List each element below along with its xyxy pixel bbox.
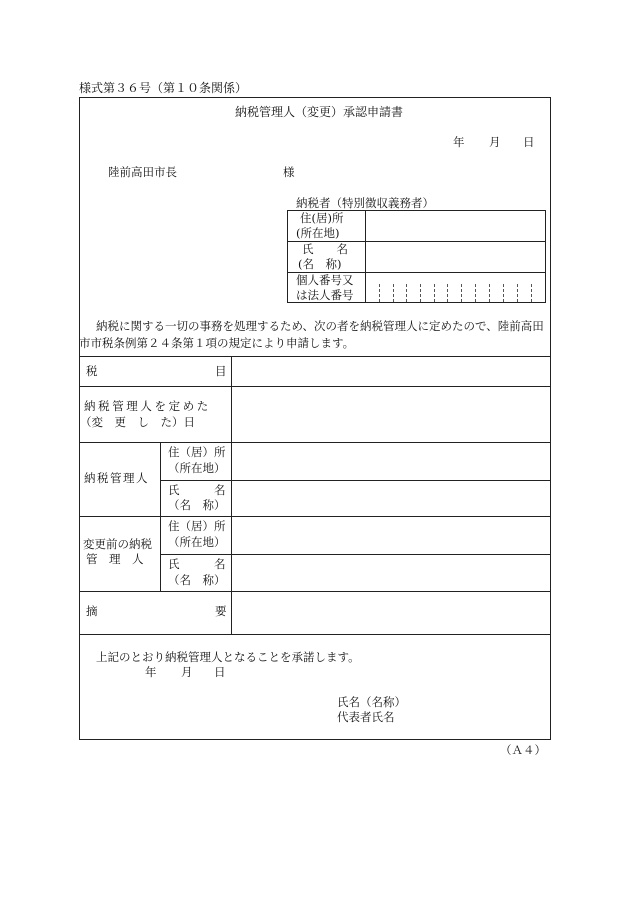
statement-line-2: 市市税条例第２４条第１項の規定により申請します。 [79, 336, 355, 350]
tax-item-field[interactable] [233, 358, 549, 385]
taxpayer-address-field[interactable] [367, 212, 544, 240]
previous-agent-name-field[interactable] [233, 556, 549, 590]
consent-text: 上記のとおり納税管理人となることを承諾します。 [96, 650, 360, 664]
taxpayer-number-label: 個人番号又 [296, 273, 354, 287]
tax-item-label-left: 税 [86, 364, 98, 378]
taxpayer-address-label-2: (所在地) [296, 226, 340, 240]
consent-rep-label: 代表者氏名 [337, 710, 395, 724]
addressee-name: 陸前高田市長 [108, 165, 177, 179]
taxpayer-address-label: 住(居)所 [300, 211, 344, 225]
previous-agent-name-label: 氏 名 [168, 557, 226, 571]
addressee-honorific: 様 [283, 165, 295, 179]
summary-label-left: 摘 [86, 604, 98, 618]
form-title: 納税管理人（変更）承認申請書 [235, 105, 404, 119]
consent-date-month: 月 [181, 665, 193, 679]
summary-label-right: 要 [215, 604, 227, 618]
previous-agent-address-label-2: （所在地） [168, 535, 226, 549]
agent-name-field[interactable] [233, 482, 549, 515]
previous-agent-name-label-2: （名 称） [168, 573, 226, 587]
summary-field[interactable] [233, 593, 549, 633]
previous-agent-label-2: 管 理 人 [86, 552, 144, 566]
taxpayer-name-label-2: (名 称) [298, 257, 342, 271]
taxpayer-heading: 納税者（特別徴収義務者） [296, 196, 434, 210]
taxpayer-number-label-2: は法人番号 [296, 288, 354, 302]
date-day: 日 [523, 135, 535, 149]
date-month: 月 [489, 135, 501, 149]
statement-line-1: 納税に関する一切の事務を処理するため、次の者を納税管理人に定めたので、陸前高田 [96, 319, 544, 333]
tax-item-label-right: 目 [215, 364, 227, 378]
form-number: 様式第３６号（第１０条関係） [79, 81, 248, 95]
previous-agent-label: 変更前の納税 [83, 537, 152, 551]
agent-address-label: 住（居）所 [168, 445, 226, 459]
consent-name-label: 氏名（名称） [337, 695, 406, 709]
agent-address-field[interactable] [233, 444, 549, 479]
taxpayer-name-field[interactable] [367, 243, 544, 271]
agent-name-label: 氏 名 [168, 483, 226, 497]
agent-address-label-2: （所在地） [168, 461, 226, 475]
previous-agent-address-label: 住（居）所 [168, 519, 226, 533]
appointed-date-field[interactable] [233, 388, 549, 441]
paper-size: （Ａ４） [500, 743, 546, 757]
appointed-date-label-2: （変 更 し た）日 [80, 415, 195, 429]
previous-agent-address-field[interactable] [233, 518, 549, 553]
agent-label: 納税管理人 [84, 471, 149, 485]
date-year: 年 [453, 135, 465, 149]
consent-date-day: 日 [214, 665, 226, 679]
consent-date-year: 年 [145, 665, 157, 679]
appointed-date-label: 納税管理人を定めた [84, 399, 211, 413]
taxpayer-name-label: 氏 名 [302, 242, 348, 256]
agent-name-label-2: （名 称） [168, 498, 226, 512]
